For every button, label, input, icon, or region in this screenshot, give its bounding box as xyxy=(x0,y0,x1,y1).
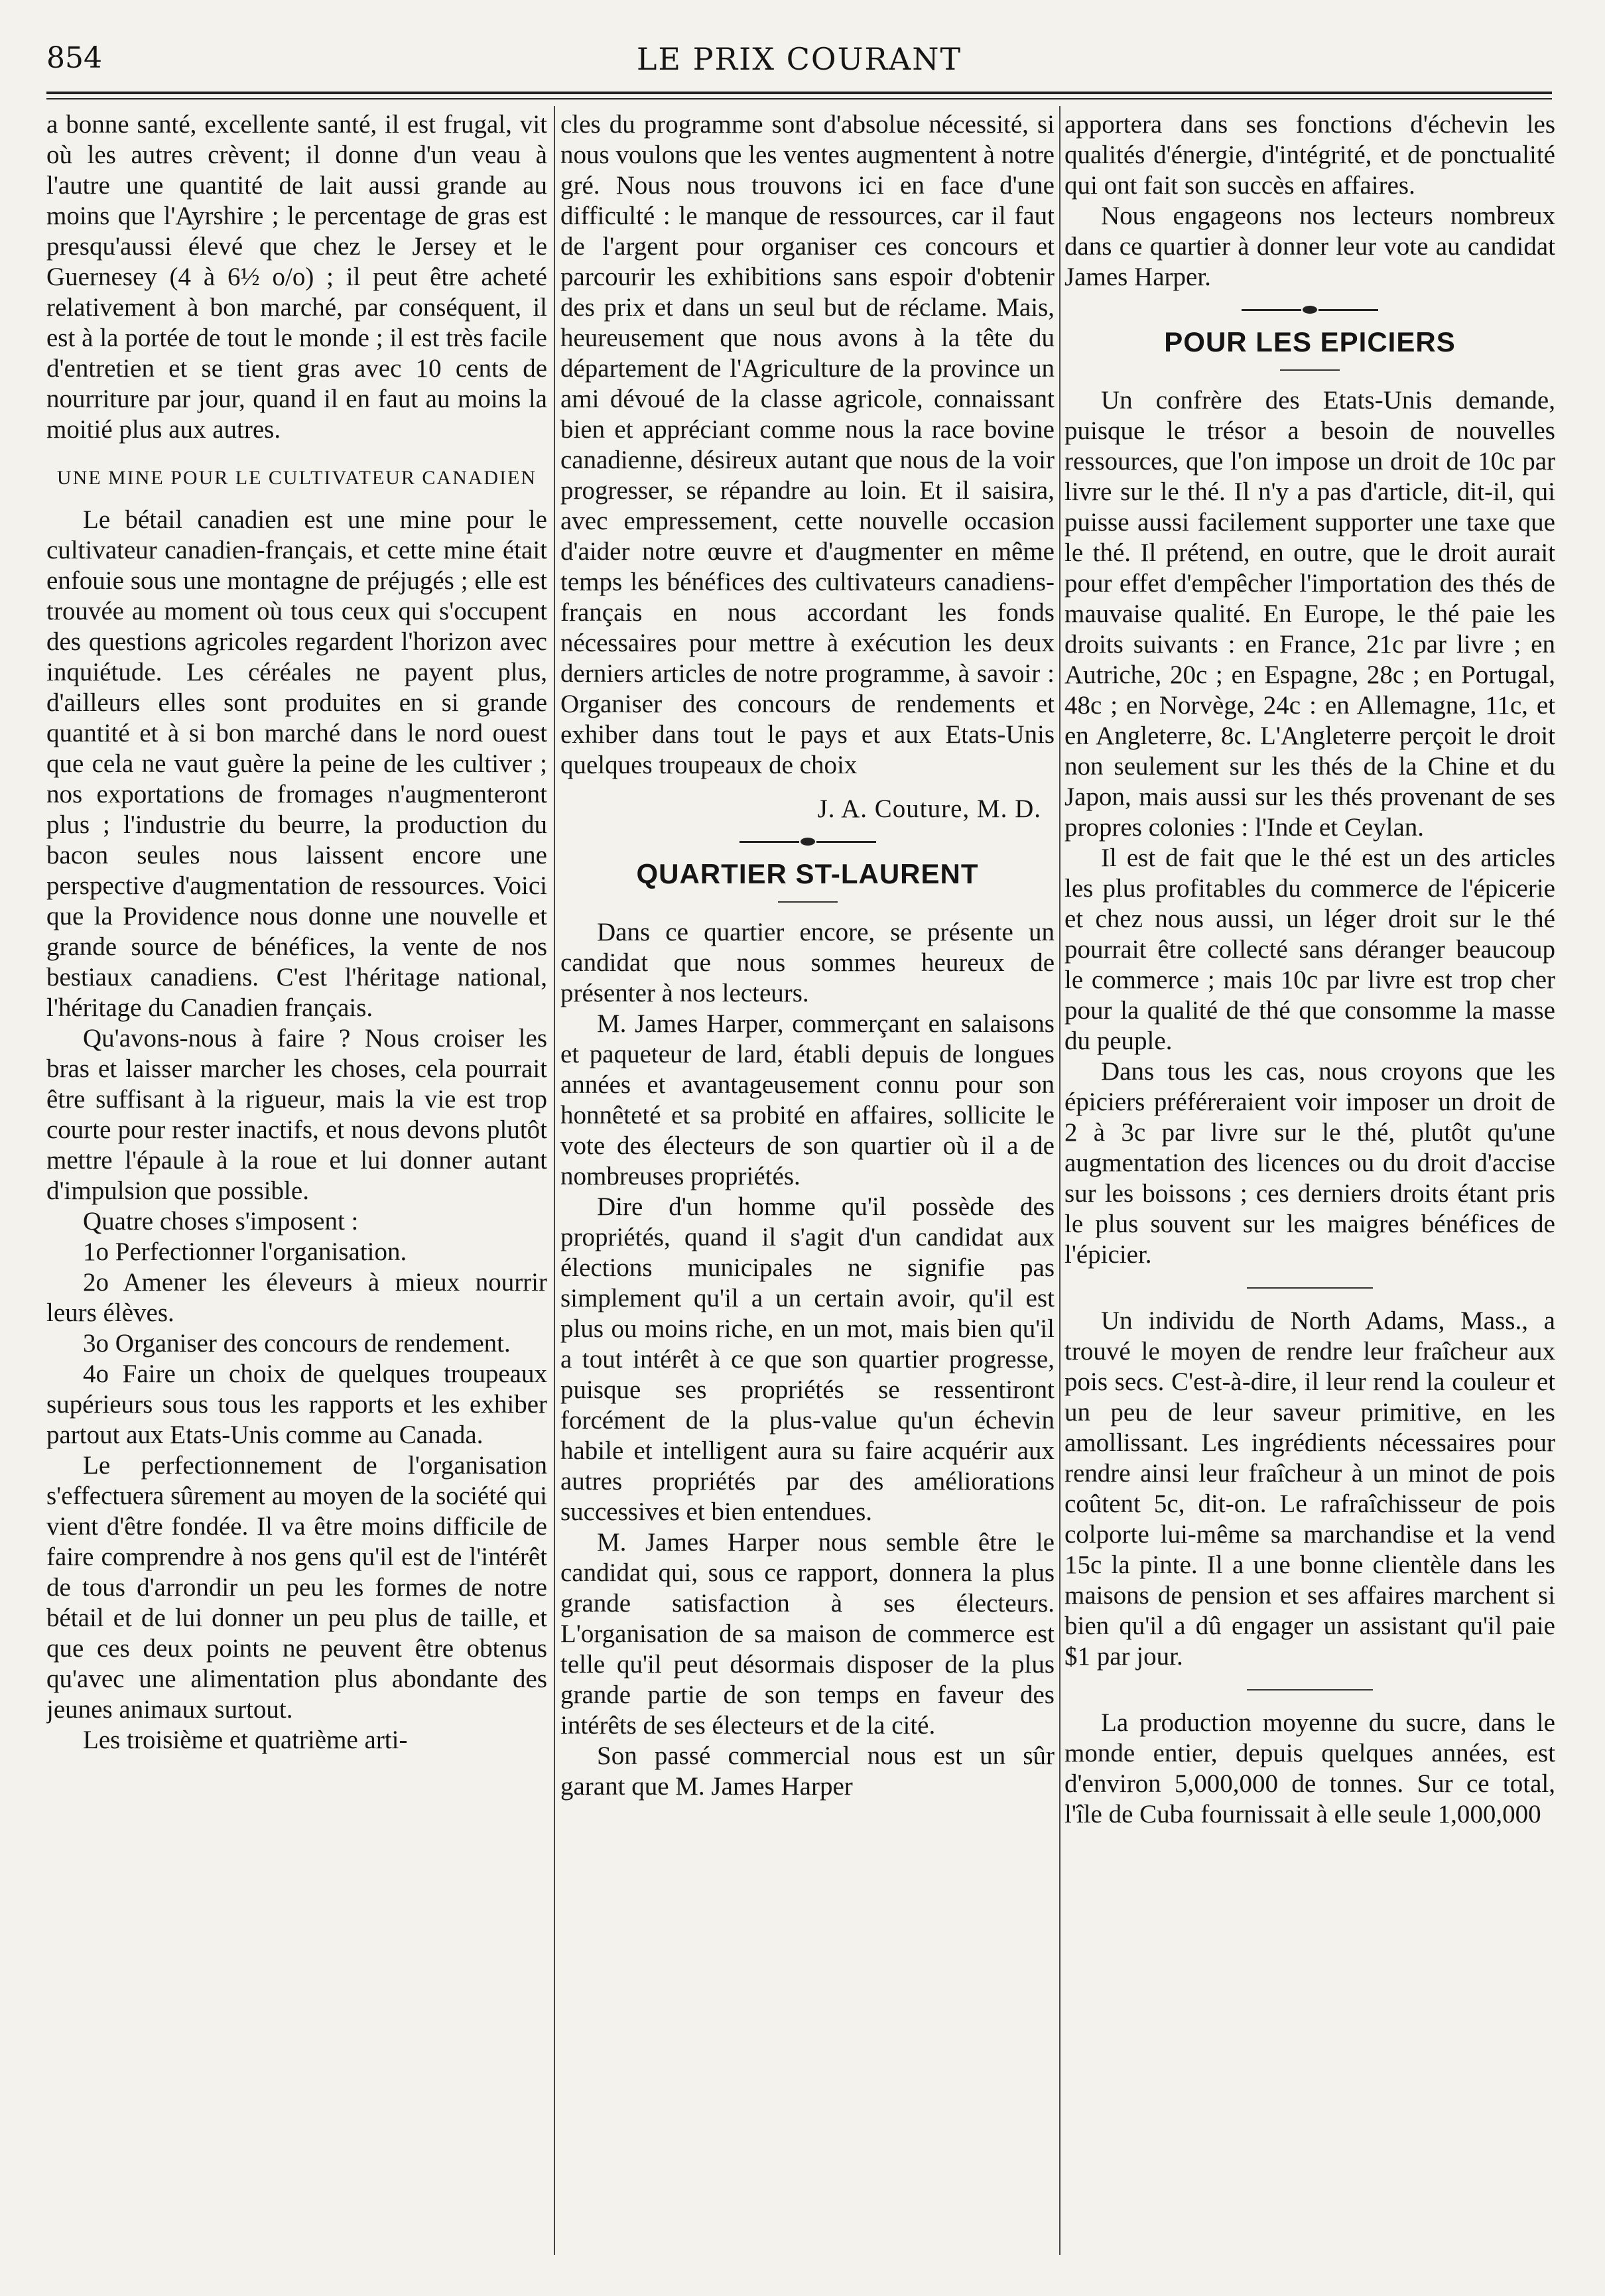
list-item: 1o Perfectionner l'organisation. xyxy=(83,1238,407,1266)
paragraph: Le bétail canadien est une mine pour le cultivateur canadien-français, et cette mine était enfouie sous une montagne de préjugés ; elle est trouvée au moment où tous ceux qui s'occupent des questions agricoles regardent l'horizon avec inquiétude. Les céréales ne payent plus, d'ailleurs elles sont produites en si grande quantité et à si bon marché dans le nord ouest que cela ne vaut guère la peine de les cultiver ; nos exportations de fromages n'augmenteront plus ; l'industrie du beurre, la production du bacon seules nous laissent encore une perspective d'augmentation de ressources. Voici que la Providence nous donne une nouvelle et grande source de bénéfices, la vente de nos bestiaux canadiens. C'est l'héritage national, l'héritage du Canadien français. xyxy=(46,505,547,1022)
column-divider xyxy=(1059,106,1060,2255)
ornament-divider xyxy=(560,838,1055,846)
paragraph: M. James Harper nous semble être le candidat qui, sous ce rapport, donnera la plus grande satisfaction à ses électeurs. L'organisation de sa maison de commerce est telle qu'il peut désormais disposer de la plus grande partie de son temps en faveur des intérêts de ses électeurs et de la cité. xyxy=(560,1528,1055,1740)
paragraph: Les troisième et quatrième arti- xyxy=(83,1726,408,1754)
paragraph: Dans ce quartier encore, se présente un candidat que nous sommes heureux de présenter à nos lecteurs. xyxy=(560,918,1055,1007)
list-item: 3o Organiser des concours de rendement. xyxy=(83,1329,511,1358)
column-1 xyxy=(46,109,547,2252)
title-underline xyxy=(1280,369,1340,371)
paragraph: La production moyenne du sucre, dans le monde entier, depuis quelques années, est d'environ 5,000,000 de tonnes. Sur ce total, l'île de Cuba fournissait à elle seule 1,000,000 xyxy=(1064,1708,1555,1828)
paragraph: Son passé commercial nous est un sûr garant que M. James Harper xyxy=(560,1742,1055,1801)
page-header xyxy=(46,41,1552,88)
column-divider xyxy=(554,106,555,2255)
paragraph: Dans tous les cas, nous croyons que les épiciers préféreraient voir imposer un droit de 2 à 3c par livre sur le thé, plutôt qu'une augmentation des licences ou du droit d'accise sur les boissons ; ces derniers droits étant pris le plus souvent sur les maigres bénéfices de l'épicier. xyxy=(1064,1057,1555,1269)
paragraph: Nous engageons nos lecteurs nombreux dans ce quartier à donner leur vote au candidat James Harper. xyxy=(1064,202,1555,291)
paragraph: Il est de fait que le thé est un des articles les plus profitables du commerce de l'épicerie et chez nous aussi, un léger droit sur le thé pourrait être collecté sans déranger beaucoup le commerce ; mais 10c par livre est trop cher pour la qualité de thé que consomme la masse du peuple. xyxy=(1064,844,1555,1055)
ornament-divider xyxy=(1064,306,1555,314)
separator-rule xyxy=(1247,1287,1373,1289)
paragraph: a bonne santé, excellente santé, il est frugal, vit où les autres crèvent; il donne d'un veau à l'autre une quantité de lait aussi grande au moins que l'Ayrshire ; le percentage de gras est presqu'aussi élevé que chez le Jersey et le Guernesey (4 à 6½ o/o) ; il peut être acheté relativement à bon marché, par conséquent, il est à la portée de tout le monde ; il est très facile d'entretien et se tient gras avec 10 cents de nourriture par jour, quand il en faut au moins la moitié plus aux autres. xyxy=(46,110,547,444)
paragraph: M. James Harper, commerçant en salaisons et paqueteur de lard, établi depuis de longues années et avantageusement connu pour son honnêteté et sa probité en affaires, sollicite le vote des électeurs de son quartier où il a de nombreuses propriétés. xyxy=(560,1009,1055,1190)
header-rule xyxy=(46,92,1552,94)
paragraph: cles du programme sont d'absolue nécessité, si nous voulons que les ventes augmentent à notre gré. Nous nous trouvons ici en face d'une difficulté : le manque de ressources, car il faut de l'argent pour organiser ces concours et parcourir les exhibitions sans espoir d'obtenir des prix et dans un seul but de réclame. Mais, heureusement que nous avons à la tête du département de l'Agriculture de la province un ami dévoué de la classe agricole, connaissant bien et appréciant comme nous la race bovine canadienne, désireux autant que nous de la voir progresser, se répandre au loin. Et il saisira, avec empressement, cette nouvelle occasion d'aider notre œuvre et d'augmenter en même temps les bénéfices des cultivateurs canadiens-français en nous accordant les fonds nécessaires pour mettre à exécution les deux derniers articles de notre programme, à savoir : Organiser des concours de rendements et exhiber dans tout le pays et aux Etats-Unis quelques troupeaux de choix xyxy=(560,110,1055,779)
column-2 xyxy=(560,109,1055,2252)
title-underline xyxy=(778,901,838,903)
paragraph: Qu'avons-nous à faire ? Nous croiser les bras et laisser marcher les choses, cela pourrait être suffisant à la rigueur, mais la vie est trop courte pour rester inactifs, et nous devons plutôt mettre l'épaule à la roue et lui donner autant d'impulsion que possible. xyxy=(46,1024,547,1205)
paragraph: Le perfectionnement de l'organisation s'effectuera sûrement au moyen de la société qui vient d'être fondée. Il va être moins difficile de faire comprendre à nos gens qu'il est de l'intérêt de tous d'arrondir un peu les formes de notre bétail et de lui donner un peu plus de taille, et que ces deux points ne peuvent être obtenus qu'avec une alimentation plus abondante des jeunes animaux surtout. xyxy=(46,1451,547,1724)
list-item: 4o Faire un choix de quelques troupeaux supérieurs sous tous les rapports et les exhiber partout aux Etats-Unis comme au Canada. xyxy=(46,1360,547,1449)
paragraph: Quatre choses s'imposent : xyxy=(83,1207,359,1236)
article-title: QUARTIER ST-LAURENT xyxy=(636,858,979,889)
paragraph: Un individu de North Adams, Mass., a trouvé le moyen de rendre leur fraîcheur aux pois secs. C'est-à-dire, il leur rend la couleur et un peu de leur saveur primitive, en les amollissant. Les ingrédients nécessaires pour rendre ainsi leur fraîcheur à un minot de pois coûtent 5c, dit-on. Le rafraîchisseur de pois colporte lui-même sa marchandise et la vend 15c la pinte. Il a une bonne clientèle dans les maisons de pension et ses affaires marchent si bien qu'il a dû engager un assistant qu'il paie $1 par jour. xyxy=(1064,1307,1555,1671)
separator-rule xyxy=(1247,1689,1373,1690)
paragraph: apportera dans ses fonctions d'échevin les qualités d'énergie, d'intégrité, et de ponctualité qui ont fait son succès en affaires. xyxy=(1064,110,1555,200)
paragraph: Un confrère des Etats-Unis demande, puisque le trésor a besoin de nouvelles ressources, que l'on impose un droit de 10c par livre sur le thé. Il n'y a pas d'article, dit-il, qui puisse aussi facilement supporter une taxe que le thé. Il prétend, en outre, que le droit aurait pour effet d'empêcher l'importation des thés de mauvaise qualité. En Europe, le thé paie les droits suivants : en France, 21c par livre ; en Autriche, 20c ; en Espagne, 28c ; en Portugal, 48c ; en Norvège, 24c : en Allemagne, 11c, et en Angleterre, 8c. L'Angleterre perçoit le droit non seulement sur les thés de la Chine et du Japon, mais aussi sur les thés provenant de ses propres colonies : l'Inde et Ceylan. xyxy=(1064,386,1555,842)
paragraph: Dire d'un homme qu'il possède des propriétés, quand il s'agit d'un candidat aux élections municipales ne signifie pas simplement qu'il a un certain avoir, qu'il est plus ou moins riche, en un mot, mais bien qu'il a tout intérêt à ce que son quartier progresse, puisque ses propriétés se ressentiront forcément de la plus-value qu'un échevin habile et intelligent aura su faire acquérir aux autres propriétés par des améliorations successives et bien entendues. xyxy=(560,1192,1055,1526)
journal-title: LE PRIX COURANT xyxy=(636,41,962,77)
article-title: POUR LES EPICIERS xyxy=(1164,326,1456,357)
column-3 xyxy=(1064,109,1555,2252)
header-rule-secondary xyxy=(46,98,1552,99)
section-heading: UNE MINE POUR LE CULTIVATEUR CANADIEN xyxy=(56,467,537,489)
page-number: 854 xyxy=(46,41,102,75)
author-signature: J. A. Couture, M. D. xyxy=(817,795,1041,823)
list-item: 2o Amener les éleveurs à mieux nourrir leurs élèves. xyxy=(46,1268,547,1327)
